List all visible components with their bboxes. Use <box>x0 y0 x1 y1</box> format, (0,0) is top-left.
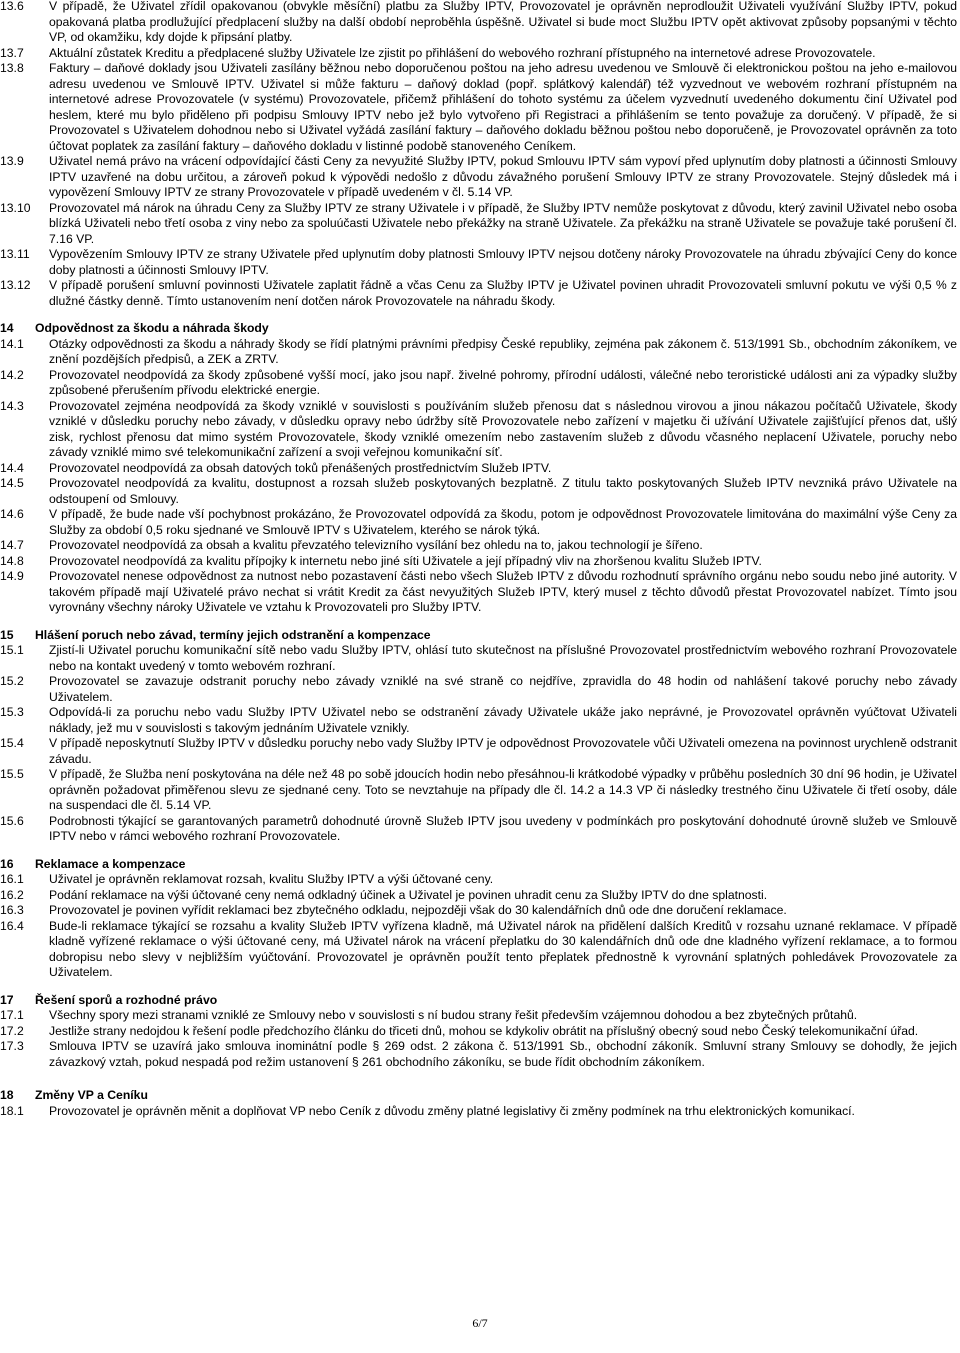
clause-text: V případě neposkytnutí Služby IPTV v důsledku poruchy nebo vady Služby IPTV je odpovědnost Provozovatele vůči Uživateli omezena na povinnost urychleně odstranit závadu. <box>49 736 957 766</box>
clause-text: Podrobnosti týkající se garantovaných parametrů dohodnuté úrovně Služeb IPTV jsou uvedeny v podmínkách pro poskytování dohodnuté úrovně služeb ve Smlouvě IPTV nebo v rámci webového rozhraní Provozovatele. <box>49 813 957 843</box>
clause-text: Provozovatel zejména neodpovídá za škody vzniklé v souvislosti s používáním služeb přenosu dat s následnou virovou a jinou nákazou počítačů Uživatele, škody vzniklé v důsledku poruchy nebo závady, v důsledku opravy nebo údržby sítě Provozovatele nebo zařízení v majetku či užívání Uživatele zajišťující přenos dat, ušlý zisk, rychlost přenosu dat mimo systém Provozovatele, škody vzniklé omezením nebo zastavením služeb z důvodu včasného neplacení Uživatele, poruchy nebo závady vzniklé mimo své telekomunikační zařízení a svoji veřejnou komunikační síť. <box>49 398 957 459</box>
section-number: 14 <box>0 321 14 335</box>
clause-number: 17.3 <box>0 1039 24 1053</box>
clause <box>0 903 960 919</box>
clause-text: Provozovatel se zavazuje odstranit poruchy nebo závady vzniklé na své straně co nejdříve, zpravidla do 48 hodin od nahlášení takové poruchy nebo závady Uživatelem. <box>49 674 957 704</box>
clause <box>0 461 960 477</box>
clause-text: Otázky odpovědnosti za škodu a náhrady škody se řídí platnými právními předpisy České republiky, zejména pak zákonem č. 513/1991 Sb., obchodním zákoníkem, ve znění pozdějších předpisů, a ZEK a ZRTV. <box>49 336 957 366</box>
page-number: 6/7 <box>472 1316 488 1330</box>
clause <box>0 201 960 248</box>
clause-text: Podání reklamace na výši účtované ceny nemá odkladný účinek a Uživatel je povinen uhradit cenu za Služby IPTV do dne splatnosti. <box>49 887 768 902</box>
clause-text: Provozovatel neodpovídá za kvalitu přípojky k internetu nebo jiné síti Uživatele a její případný vliv na zhoršenou kvalitu Služeb IPTV. <box>49 553 762 568</box>
clause <box>0 919 960 981</box>
clause-number: 14.2 <box>0 367 24 382</box>
clause <box>0 1039 960 1070</box>
clause-text: V případě, že bude nade vší pochybnost prokázáno, že Provozovatel odpovídá za škodu, potom je odpovědnost Provozovatele limitována do maximální výše Ceny za Služby za období 0,5 roku sjednané ve Smlouvě IPTV s Uživatelem, kterého se nárok týká. <box>49 507 957 537</box>
clause-text: Uživatel je oprávněn reklamovat rozsah, kvalitu Služby IPTV a výši účtované ceny. <box>49 872 494 886</box>
clause-text: Provozovatel neodpovídá za kvalitu, dostupnost a rozsah služeb poskytovaných bezplatně. Z titulu takto poskytovaných Služeb IPTV nevzniká právo Uživatele na odstoupení od Smlouvy. <box>49 476 957 506</box>
clause <box>0 507 960 538</box>
section-heading <box>0 1088 960 1104</box>
section-heading <box>0 857 960 873</box>
clause-number: 14.1 <box>0 336 24 351</box>
clause-text: Smlouva IPTV se uzavírá jako smlouva inominátní podle § 269 odst. 2 zákona č. 513/1991 Sb., obchodní zákoník. Smluvní strany Smlouvy se dohodly, že jejich závazkový vztah, pokud nespadá pod režim ustanovení § 261 obchodního zákoníku, se bude řídit obchodním zákoníkem. <box>49 1039 957 1069</box>
clause-number: 14.3 <box>0 398 24 413</box>
clause-text: Provozovatel nenese odpovědnost za nutnost nebo pozastavení části nebo všech Služeb IPTV z důvodu rozhodnutí správního orgánu nebo soudu nebo jiné autority. V takovém případě mají Uživatelé právo nechat si vrátit Kredit za část nevyužitých Služeb IPTV, který musel z těchto důvodů přestat Provozovatel nabízet. Tímto jsou vyrovnány všechny nároky Uživatele ve vztahu k Provozovateli pro Služby IPTV. <box>49 569 957 614</box>
clause-text: Provozovatel je oprávněn měnit a doplňovat VP nebo Ceník z důvodu změny platné legislativy či změny podmínek na trhu elektronických komunikací. <box>49 1103 855 1118</box>
clause-number: 13.8 <box>0 61 24 75</box>
clause <box>0 154 960 201</box>
section-heading <box>0 628 960 644</box>
clause-text: Uživatel nemá právo na vrácení odpovídající části Ceny za nevyužité Služby IPTV, pokud Smlouvu IPTV sám vypoví před uplynutím doby platnosti a účinnosti Smlouvy IPTV uzavřené na dobu určitou, a zároveň pokud k výpovědi nedošlo z důvodu závažného porušení Smlouvy IPTV ze strany Provozovatele. Stejný důsledek má i vypovězení Smlouvy IPTV ze strany Provozovatele v případě uvedeném v čl. 5.14 VP. <box>49 154 957 199</box>
clause-number: 15.3 <box>0 705 24 719</box>
section-number: 17 <box>0 992 14 1007</box>
clause-text: V případě, že Uživatel zřídil opakovanou (obvykle měsíční) platbu za Služby IPTV, Provozovatel je oprávněn neprodloužit Uživateli využívání Služby IPTV, pokud opakovaná platba prodlužující předplacení služby na další období neproběhla úspěšně. Uživatel si bude moct Službu IPTV opět aktivovat způsoby popsanými v těchto VP, od okamžiku, kdy dojde k připsání platby. <box>49 0 957 44</box>
clause-number: 14.4 <box>0 460 24 475</box>
clause <box>0 1008 960 1024</box>
clause-number: 15.2 <box>0 674 24 688</box>
clause <box>0 0 960 46</box>
clause-text: V případě porušení smluvní povinnosti Uživatele zaplatit řádně a včas Cenu za Služby IPTV je Uživatel povinen uhradit Provozovateli smluvní pokutu ve výši 0,5 % z dlužné částky denně. Tímto ustanovením není dotčen nárok Provozovatele na náhradu škody. <box>49 278 957 308</box>
clause-number: 14.6 <box>0 507 24 521</box>
clause <box>0 554 960 570</box>
clause-number: 13.6 <box>0 0 24 13</box>
clause <box>0 278 960 309</box>
section-title: Řešení sporů a rozhodné právo <box>35 992 218 1007</box>
clause-text: Faktury – daňové doklady jsou Uživateli zasílány běžnou nebo doporučenou poštou na jeho adresu uvedenou ve Smlouvě či elektronickou poštou na jeho e-mailovou adresu uvedenou ve Smlouvě IPTV. Uživatel si může fakturu – daňový doklad (popř. splátkový kalendář) též vyzvednout ve webovém rozhraní přístupném na internetové adrese Provozovatele (v systému) Provozovatele, přičemž přihlášení do tohoto systému za účelem vyzvednutí uvedeného dokumentu činí Uživatel pod heslem, které mu bylo přiděleno při podpisu Smlouvy IPTV nebo jež bylo vytvořeno při Registraci a přihlášením se tento považuje za doručený. V případě, že si Provozovatel s Uživatelem dohodnou nebo si Uživatel vyžádá zasílání faktury – daňového dokladu běžnou poštou nebo doporučeně, je Provozovatel oprávněn za toto účtovat poplatek za zasílání faktury – daňového dokladu v listinné podobě stanoveného Ceníkem. <box>49 61 957 153</box>
section-number: 16 <box>0 856 14 871</box>
clause <box>0 46 960 62</box>
clause-text: Jestliže strany nedojdou k řešení podle předchozího článku do třiceti dnů, mohou se kdykoliv obrátit na příslušný obecný soud nebo Český telekomunikační úřad. <box>49 1023 919 1038</box>
clause <box>0 61 960 154</box>
clause <box>0 767 960 814</box>
clause <box>0 538 960 554</box>
clause-number: 13.7 <box>0 45 24 60</box>
clause <box>0 674 960 705</box>
clause-number: 14.5 <box>0 476 24 490</box>
clause-text: Provozovatel je povinen vyřídit reklamaci bez zbytečného odkladu, nejpozději však do 30 kalendářních dnů ode dne doručení reklamace. <box>49 903 787 917</box>
section-heading <box>0 993 960 1009</box>
clause-number: 13.11 <box>0 247 30 261</box>
clause-number: 17.2 <box>0 1023 24 1038</box>
section-number: 18 <box>0 1088 14 1102</box>
clause-text: V případě, že Služba není poskytována na déle než 48 po sobě jdoucích hodin nebo přesáhnou-li krátkodobé výpadky v průběhu posledních 30 dní 96 hodin, je Uživatel oprávněn požadovat přiměřenou slevu ze sjednané ceny. Toto se nevztahuje na případy dle čl. 14.2 a 14.3 VP či následky trestného činu Uživatele či třetí osoby, dále na suspendaci dle čl. 5.14 VP. <box>49 767 957 812</box>
section-number: 15 <box>0 627 14 642</box>
clause-number: 16.4 <box>0 918 24 933</box>
clause-text: Provozovatel neodpovídá za obsah a kvalitu převzatého televizního vysílání bez ohledu na to, jakou technologií je šířeno. <box>49 538 703 552</box>
clause <box>0 736 960 767</box>
clause <box>0 643 960 674</box>
clause-number: 15.4 <box>0 736 24 750</box>
clause-number: 16.2 <box>0 887 24 902</box>
clause <box>0 888 960 904</box>
clause-number: 16.3 <box>0 903 24 917</box>
section-heading <box>0 321 960 337</box>
clause-number: 17.1 <box>0 1008 24 1022</box>
clause-number: 13.10 <box>0 200 31 215</box>
clause-number: 15.5 <box>0 767 24 781</box>
clause-text: Aktuální zůstatek Kreditu a předplacené služby Uživatele lze zjistit po přihlášení do webového rozhraní přístupného na internetové adrese Provozovatele. <box>49 45 876 60</box>
clause-text: Všechny spory mezi stranami vzniklé ze Smlouvy nebo v souvislosti s ní budou strany řešit především vzájemnou dohodou a bez zbytečných průtahů. <box>49 1008 858 1022</box>
clause <box>0 1104 960 1120</box>
section-title: Změny VP a Ceníku <box>35 1088 148 1102</box>
clause-number: 14.9 <box>0 569 24 583</box>
clause-text: Provozovatel neodpovídá za škody způsobené vyšší mocí, jako jsou např. živelné pohromy, přírodní události, válečné nebo teroristické události ani za výpadky služby způsobené přerušením přívodu elektrické energie. <box>49 367 957 397</box>
clause-text: Zjistí-li Uživatel poruchu komunikační sítě nebo vadu Služby IPTV, ohlásí tuto skutečnost na příslušné Provozovatel prostřednictvím webového rozhraní Provozovatele nebo na kontakt uvedený v tomto webovém rozhraní. <box>49 643 957 673</box>
clause-text: Provozovatel neodpovídá za obsah datových toků přenášených prostřednictvím Služeb IPTV. <box>49 460 552 475</box>
clause-number: 16.1 <box>0 872 24 886</box>
clause-number: 13.9 <box>0 154 24 168</box>
clause-number: 15.6 <box>0 813 24 828</box>
clause-number: 13.12 <box>0 278 31 292</box>
section-title: Odpovědnost za škodu a náhrada škody <box>35 321 269 335</box>
clause <box>0 705 960 736</box>
clause-number: 18.1 <box>0 1103 24 1118</box>
clause <box>0 569 960 616</box>
clause <box>0 476 960 507</box>
clause-text: Bude-li reklamace týkající se rozsahu a kvality Služeb IPTV vyřízena kladně, má Uživatel nárok na přidělení dalších Kreditů v rozsahu uznané reklamace. V případě kladně vyřízené reklamace o výši účtované ceny, má Uživatel nárok na vrácení přeplatku do 30 kalendářních dnů ode dne kladného vyřízení reklamace, a to formou dobropisu nebo slevy v nejbližším vyúčtování. Provozovatel je oprávněn použít tento přeplatek přednostně k vyrovnání splatných pohledávek Provozovatele za Uživatelem. <box>49 918 957 979</box>
section-title: Hlášení poruch nebo závad, termíny jejich odstranění a kompenzace <box>35 627 431 642</box>
clause-text: Odpovídá-li za poruchu nebo vadu Služby IPTV Uživatel nebo se odstranění závady Uživatele ukáže jako neprávné, je Provozovatel oprávněn vyúčtovat Uživateli náklady, jež mu v souvislosti s takovým jednáním Uživatele vznikly. <box>49 705 957 735</box>
clause-text: Vypovězením Smlouvy IPTV ze strany Uživatele před uplynutím doby platnosti Smlouvy IPTV nejsou dotčeny nároky Provozovatele na úhradu zbývající Ceny do konce doby platnosti a účinnosti Smlouvy IPTV. <box>49 247 957 277</box>
clause <box>0 247 960 278</box>
clause <box>0 872 960 888</box>
clause-number: 14.7 <box>0 538 24 552</box>
clause <box>0 337 960 368</box>
section-title: Reklamace a kompenzace <box>35 856 186 871</box>
clause <box>0 814 960 845</box>
clause-number: 15.1 <box>0 643 24 657</box>
clause-text: Provozovatel má nárok na úhradu Ceny za Služby IPTV ze strany Uživatele i v případě, že Služby IPTV nemůže poskytovat z důvodu, který zavinil Uživatel nebo osoba blízká Uživateli nebo třetí osoba z viny nebo za spoluúčasti Uživatele nebo překážky na straně Uživatele. Za překážku na straně Uživatele se považuje také porušení čl. 7.16 VP. <box>49 200 957 246</box>
clause <box>0 368 960 399</box>
clause <box>0 399 960 461</box>
clause <box>0 1024 960 1040</box>
clause-number: 14.8 <box>0 553 24 568</box>
